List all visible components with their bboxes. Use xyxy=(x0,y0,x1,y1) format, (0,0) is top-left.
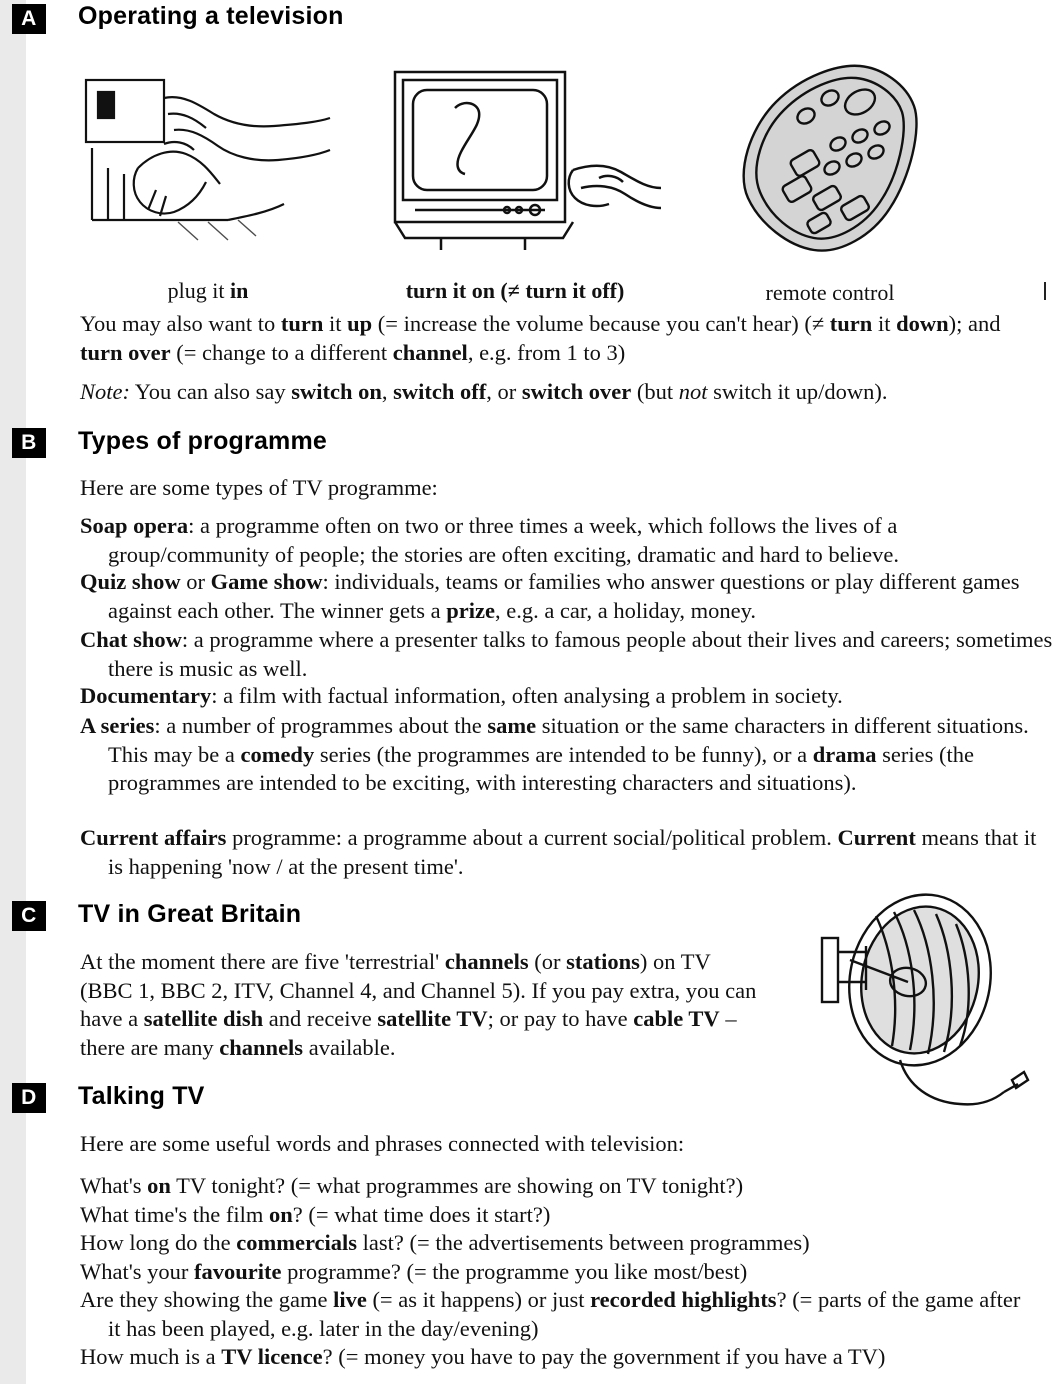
talking-tv-phrase: How much is a TV licence? (= money you have to pay the government if you have a TV) xyxy=(80,1344,886,1369)
satellite-dish-illustration xyxy=(780,890,1030,1120)
caption-plug xyxy=(78,278,338,304)
programme-type-quiz-show: Quiz show or Game show: individuals, teams or families who answer questions or play different games against each other. The winner gets a prize, e.g. a car, a holiday, money. xyxy=(80,569,1020,623)
page-margin-band xyxy=(0,0,26,1384)
programme-type-series: A series: a number of programmes about the same situation or the same characters in different situations. This may be a comedy series (the programmes are intended to be funny), or a drama series (the programmes are intended to be exciting, with interesting characters and situations). xyxy=(80,713,1029,795)
remote-control-illustration xyxy=(710,58,940,258)
section-a-note: Note: You can also say switch on, switch off, or switch over (but not switch it up/down). xyxy=(80,379,888,404)
talking-tv-phrase: How long do the commercials last? (= the advertisements between programmes) xyxy=(80,1230,810,1255)
talking-tv-phrase: What time's the film on? (= what time does it start?) xyxy=(80,1201,551,1227)
television-illustration xyxy=(385,60,685,260)
section-letter-c: C xyxy=(12,901,46,931)
caption-remote: remote control xyxy=(765,280,895,305)
caption-plug-bold: in xyxy=(229,278,249,303)
programme-type-chat-show: Chat show: a programme where a presenter talks to famous people about their lives and careers; sometimes there is music as well. xyxy=(80,627,1053,681)
section-title-a: Operating a television xyxy=(78,2,344,30)
programme-type-current-affairs: Current affairs programme: a programme about a current social/political problem. Current means that it is happening 'now / at the present time'. xyxy=(80,825,1037,879)
section-b-intro: Here are some types of TV programme: xyxy=(80,475,438,500)
margin-rule xyxy=(1044,282,1046,300)
plug-illustration xyxy=(78,70,338,255)
talking-tv-phrase: What's your favourite programme? (= the programme you like most/best) xyxy=(80,1258,748,1284)
talking-tv-phrase-list xyxy=(80,1172,1030,1372)
section-title-d: Talking TV xyxy=(78,1082,205,1110)
talking-tv-phrase: What's on TV tonight? (= what programmes are showing on TV tonight?) xyxy=(80,1173,744,1198)
caption-tv xyxy=(360,278,670,304)
section-letter-b: B xyxy=(12,428,46,458)
talking-tv-phrase: Are they showing the game live (= as it happens) or just recorded highlights? (= parts of the game after it has been played, e.g. later in the day/evening) xyxy=(80,1287,1021,1341)
section-title-b: Types of programme xyxy=(78,427,328,455)
programme-type-documentary: Documentary: a film with factual information, often analysing a problem in society. xyxy=(80,683,843,708)
section-a-paragraph-1: You may also want to turn it up (= increase the volume because you can't hear) (≠ turn it down); and turn over (= change to a different channel, e.g. from 1 to 3) xyxy=(80,311,1001,365)
section-letter-a: A xyxy=(12,4,46,34)
caption-tv-text: turn it on (≠ turn it off) xyxy=(405,278,625,303)
section-c-paragraph: At the moment there are five 'terrestrial' channels (or stations) on TV (BBC 1, BBC 2, ITV, Channel 4, and Channel 5). If you pay extra, you can have a satellite dish and receive satellite TV; or pay to have cable TV – there are many channels available. xyxy=(80,949,757,1060)
section-d-intro: Here are some useful words and phrases connected with television: xyxy=(80,1131,685,1156)
section-letter-d: D xyxy=(12,1083,46,1113)
programme-type-soap-opera: Soap opera: a programme often on two or three times a week, which follows the lives of a group/community of people; the stories are often exciting, dramatic and hard to believe. xyxy=(80,513,899,567)
section-title-c: TV in Great Britain xyxy=(78,900,302,928)
caption-plug-text: plug it xyxy=(167,278,230,303)
